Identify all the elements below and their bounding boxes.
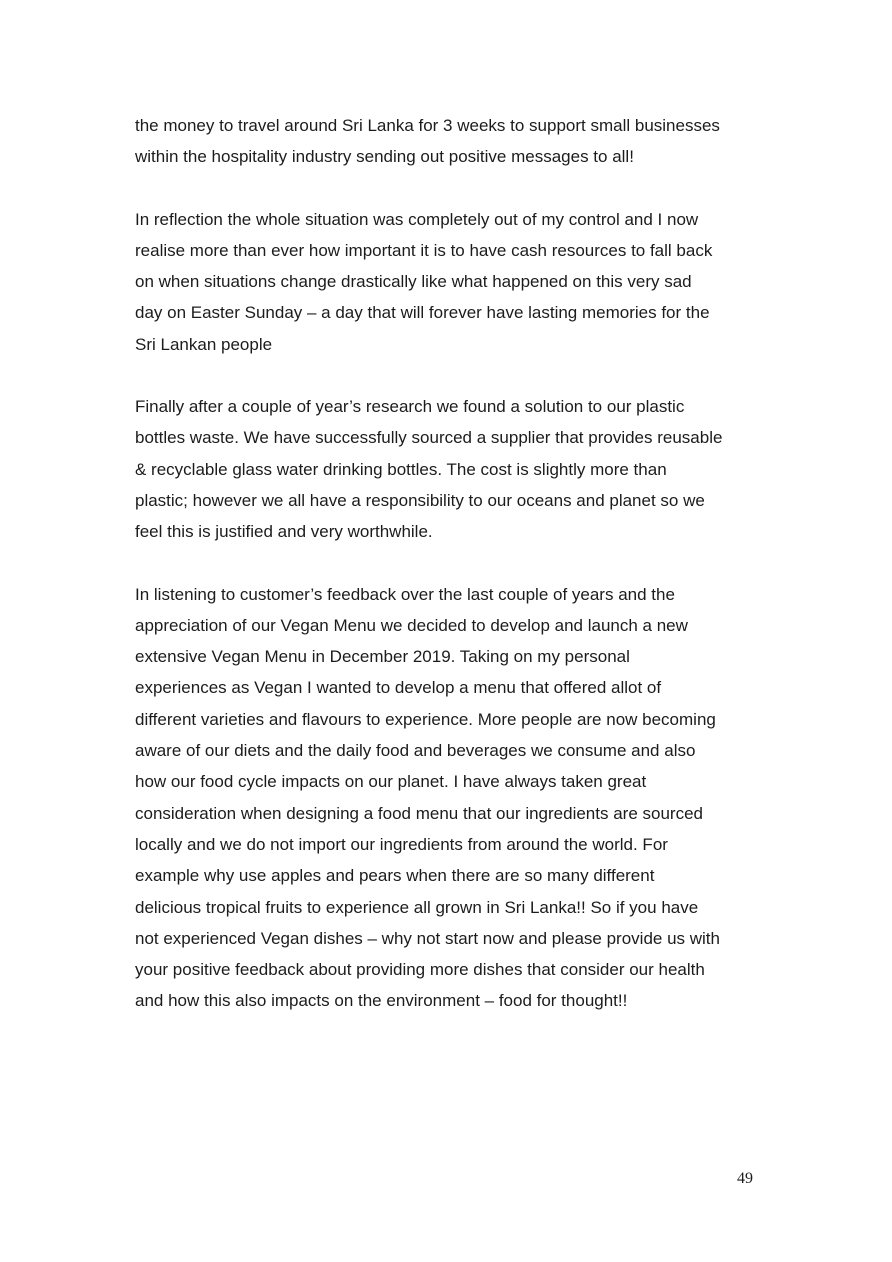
paragraph-reflection [135, 204, 775, 360]
text-line: & recyclable glass water drinking bottles. The cost is slightly more than [135, 459, 667, 479]
text-line: not experienced Vegan dishes – why not start now and please provide us with [135, 928, 720, 948]
text-line: aware of our diets and the daily food and beverages we consume and also [135, 741, 696, 761]
text-line: realise more than ever how important it is to have cash resources to fall back [135, 240, 713, 260]
text-line: Finally after a couple of year’s research we found a solution to our plastic [135, 397, 685, 417]
text-line: plastic; however we all have a responsibility to our oceans and planet so we [135, 490, 705, 510]
paragraph-glass-bottles [135, 391, 775, 547]
text-line: day on Easter Sunday – a day that will forever have lasting memories for the [135, 303, 710, 323]
text-line: In reflection the whole situation was completely out of my control and I now [135, 209, 699, 229]
text-line: consideration when designing a food menu that our ingredients are sourced [135, 803, 703, 823]
text-line: experiences as Vegan I wanted to develop a menu that offered allot of [135, 678, 662, 698]
text-line: example why use apples and pears when there are so many different [135, 866, 655, 886]
text-line: appreciation of our Vegan Menu we decided to develop and launch a new [135, 615, 688, 635]
text-line: on when situations change drastically like what happened on this very sad [135, 272, 692, 292]
text-line: locally and we do not import our ingredients from around the world. For [135, 834, 668, 854]
paragraph-travel-support [135, 110, 775, 173]
text-line: Sri Lankan people [135, 334, 273, 354]
text-line: In listening to customer’s feedback over the last couple of years and the [135, 584, 675, 604]
page-number: 49 [737, 1170, 753, 1187]
text-line: within the hospitality industry sending out positive messages to all! [135, 147, 634, 167]
text-line: delicious tropical fruits to experience all grown in Sri Lanka!! So if you have [135, 897, 699, 917]
text-line: the money to travel around Sri Lanka for 3 weeks to support small businesses [135, 116, 720, 135]
text-line: and how this also impacts on the environment – food for thought!! [135, 991, 628, 1011]
text-line: extensive Vegan Menu in December 2019. Taking on my personal [135, 647, 630, 667]
text-line: different varieties and flavours to experience. More people are now becoming [135, 709, 716, 729]
text-line: bottles waste. We have successfully sourced a supplier that provides reusable [135, 428, 723, 448]
text-line: feel this is justified and very worthwhile. [135, 522, 433, 542]
text-line: your positive feedback about providing more dishes that consider our health [135, 960, 705, 980]
body-text [135, 110, 775, 1048]
text-line: how our food cycle impacts on our planet. I have always taken great [135, 772, 647, 792]
paragraph-vegan-menu [135, 579, 775, 1017]
